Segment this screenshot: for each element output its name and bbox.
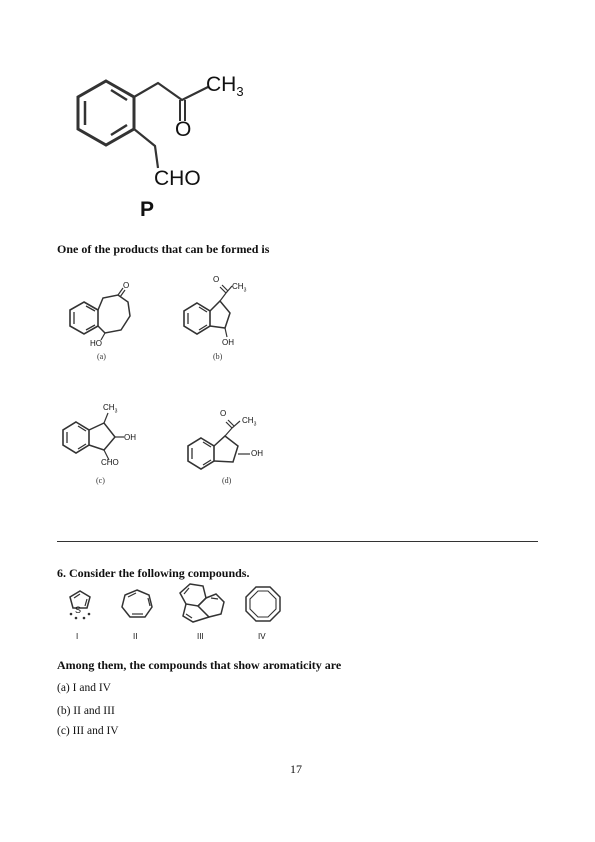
option-b-caption: (b) [213,352,223,361]
option-c-caption: (c) [96,476,105,485]
question-6-option-c: (c) III and IV [57,725,119,737]
structure-p-label: P [140,198,155,221]
option-c-oh: OH [124,433,136,442]
page-number: 17 [290,762,302,776]
compound-label-4: IV [258,632,266,641]
p-cho-label: CHO [154,167,201,190]
option-d-caption: (d) [222,476,232,485]
option-a-caption: (a) [97,352,106,361]
compound-label-1: I [76,632,79,641]
question-6-stem: 6. Consider the following compounds. [57,566,250,580]
question-6-prompt: Among them, the compounds that show aromaticity are [57,658,342,672]
option-b-oh: OH [222,338,234,347]
option-c-cho: CHO [101,458,119,467]
compound-label-2: II [133,632,138,641]
question-5-stem: One of the products that can be formed is [57,242,270,256]
p-o-label: O [175,118,192,141]
option-a-o: O [123,281,130,290]
option-d-oh: OH [251,449,263,458]
option-d-o: O [220,409,227,418]
option-b-ch3: $CH_3$ [232,282,247,294]
option-b-o: O [213,275,220,284]
option-c-ch3: $CH_3$ [103,403,118,415]
compound-label-3: III [197,632,204,641]
question-6-option-a: (a) I and IV [57,682,111,694]
option-a-ho: HO [90,339,102,348]
question-6-option-b: (b) II and III [57,705,115,717]
thiophene-s-atom: S [75,605,82,615]
p-ch3-label: $CH_3$ [206,73,244,100]
option-d-ch3: $CH_3$ [242,416,257,428]
